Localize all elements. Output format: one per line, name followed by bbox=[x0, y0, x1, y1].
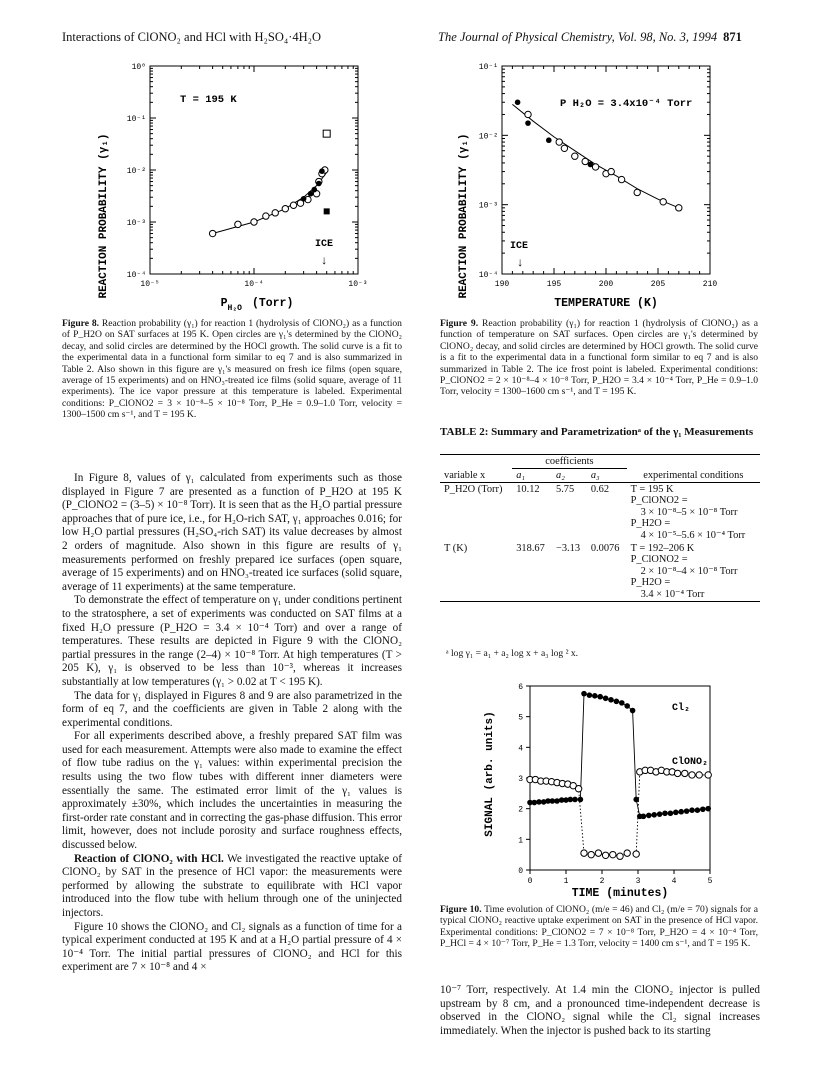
fig9-point bbox=[608, 168, 614, 174]
table-row bbox=[440, 483, 760, 543]
fig9-fit-curve bbox=[512, 104, 678, 208]
fig10-point bbox=[705, 772, 711, 778]
fig8-point bbox=[323, 130, 330, 137]
fig10-xtick-label: 0 bbox=[527, 877, 533, 886]
fig8-ytick-label: 10⁻⁴ bbox=[126, 271, 146, 280]
fig10-xtick-label: 2 bbox=[599, 877, 605, 886]
fig10-point bbox=[696, 772, 702, 778]
table-2-header: variable x bbox=[444, 469, 486, 481]
fig10-point bbox=[608, 697, 614, 703]
fig10-point bbox=[597, 694, 603, 700]
page-number: 871 bbox=[723, 30, 742, 44]
fig8-point bbox=[290, 202, 296, 208]
fig8-ice-arrow: ↓ bbox=[320, 254, 328, 268]
fig8-xtick-label: 10⁻³ bbox=[348, 280, 368, 289]
figure-8-chart bbox=[62, 56, 382, 316]
fig8-point bbox=[324, 208, 330, 214]
fig10-ytick-label: 1 bbox=[518, 836, 523, 846]
fig10-caption-label: Figure 10. bbox=[440, 904, 482, 915]
fig10-point bbox=[575, 786, 581, 792]
fig10-xtick-label: 3 bbox=[635, 877, 641, 886]
fig10-point bbox=[554, 798, 560, 804]
paragraph: To demonstrate the effect of temperature on γ₁ under conditions pertinent to the stratosphere, a set of experiments was conducted on SAT films at a fixed H₂O pressure (P_H2O = 3.4 × 10⁻⁴ Torr) and over a range of temperatures. These results are depicted in Figure 9 with the ClONO₂ partial pressures in the range (2–4) × 10⁻⁸ Torr. At high temperatures (T > 205 K), γ₁ is observed to be less than 10⁻³, whereas it increases substantially at low temperatures (γ₁ > 0.02 at T < 195 K). bbox=[62, 594, 402, 688]
fig9-point bbox=[525, 120, 531, 126]
fig9-point bbox=[582, 158, 588, 164]
fig10-point bbox=[592, 693, 598, 699]
table-cell: 0.0076 bbox=[590, 543, 620, 554]
fig10-ytick-label: 6 bbox=[518, 683, 523, 692]
figure-10-caption bbox=[440, 904, 758, 950]
fig8-xtick-label: 10⁻⁴ bbox=[244, 280, 264, 289]
fig10-point bbox=[700, 806, 706, 812]
fig10-point bbox=[603, 695, 609, 701]
table-cell: T (K) bbox=[444, 543, 468, 554]
fig10-clono2-label: ClONO₂ bbox=[672, 757, 709, 768]
fig9-xtick-label: 200 bbox=[598, 280, 614, 289]
fig10-point bbox=[588, 851, 594, 857]
journal-citation: The Journal of Physical Chemistry, Vol. 98, No. 3, 1994 bbox=[438, 30, 718, 44]
paragraph-text: We investigated the reactive uptake of ClONO₂ by SAT in the presence of HCl vapor: the measurements were performed by allowing the substrate to equilibrate with HCl vapor introduced into the flow tube with helium through one of the uninjected injectors. bbox=[62, 852, 402, 919]
fig10-ytick-label: 4 bbox=[518, 744, 523, 754]
fig9-xtick-label: 205 bbox=[650, 280, 666, 289]
table-cell: P_H2O (Torr) bbox=[444, 484, 503, 495]
table-2-spacer bbox=[627, 455, 760, 469]
condition-line: P_ClONO2 = bbox=[630, 495, 688, 506]
fig9-point bbox=[618, 176, 624, 182]
fig8-point bbox=[301, 196, 307, 202]
fig10-point bbox=[674, 770, 680, 776]
fig10-point bbox=[657, 811, 663, 817]
fig8-point bbox=[272, 210, 278, 216]
fig10-caption-text: Time evolution of ClONO₂ (m/e = 46) and Cl₂ (m/e = 70) signals for a typical ClONO₂ reactive uptake experiment on SAT in the presence of HCl vapor. Experimental conditions: P_ClONO2 = 7 × 10⁻⁸ Torr, P_H2O = 4 × 10⁻⁴ Torr, P_HCl = 4 × 10⁻⁷ Torr, P_He = 1.3 Torr, velocity = 1400 cm s⁻¹, and T = 195 K. bbox=[440, 904, 758, 950]
fig10-point bbox=[581, 691, 587, 697]
fig10-point bbox=[651, 812, 657, 818]
fig9-annotation: P H₂O = 3.4x10⁻⁴ Torr bbox=[560, 98, 693, 110]
fig9-xtick-label: 210 bbox=[702, 280, 718, 289]
paragraph bbox=[62, 853, 402, 921]
fig10-point bbox=[705, 806, 711, 812]
fig10-point bbox=[619, 700, 625, 706]
fig10-point bbox=[646, 813, 652, 819]
fig10-point bbox=[617, 853, 623, 859]
fig10-xtick-label: 5 bbox=[707, 877, 713, 886]
fig9-point bbox=[572, 153, 578, 159]
table-2-footnote: ᵃ log γ₁ = a₁ + a₂ log x + a₃ log ² x. bbox=[446, 648, 579, 659]
fig9-point bbox=[592, 164, 598, 170]
fig10-point bbox=[587, 692, 593, 698]
running-header-left: Interactions of ClONO₂ and HCl with H₂SO₄·4H₂O bbox=[62, 30, 322, 44]
left-column bbox=[62, 472, 402, 975]
fig9-point bbox=[525, 111, 531, 117]
fig9-point bbox=[634, 189, 640, 195]
fig10-xtick-label: 1 bbox=[563, 877, 569, 886]
table-cell: 0.62 bbox=[590, 484, 610, 495]
table-2-title: TABLE 2: Summary and Parametrizationᵃ of the γ₁ Measurements bbox=[440, 426, 754, 438]
paragraph: Figure 10 shows the ClONO₂ and Cl₂ signals as a function of time for a typical experiment conducted at 195 K and at a H₂O partial pressure of 4 × 10⁻⁴ Torr. The initial partial pressures of ClONO₂ and HCl for this experiment are 7 × 10⁻⁸ and 4 × bbox=[62, 920, 402, 974]
fig9-point bbox=[676, 205, 682, 211]
figure-9-chart bbox=[440, 56, 760, 316]
fig9-ytick-label: 10⁻¹ bbox=[478, 63, 498, 72]
fig10-point bbox=[614, 699, 620, 705]
fig9-point bbox=[546, 137, 552, 143]
fig10-point bbox=[682, 770, 688, 776]
fig10-point bbox=[602, 852, 608, 858]
figure-10-chart bbox=[440, 664, 760, 900]
fig10-point bbox=[581, 850, 587, 856]
fig9-ytick-label: 10⁻³ bbox=[478, 201, 498, 211]
fig9-xlabel: TEMPERATURE (K) bbox=[554, 297, 658, 310]
fig9-point bbox=[556, 139, 562, 145]
condition-line: P_ClONO2 = bbox=[630, 554, 688, 565]
fig10-ytick-label: 2 bbox=[518, 805, 523, 815]
fig9-point bbox=[515, 99, 521, 105]
section-heading: Reaction of ClONO₂ with HCl. bbox=[74, 852, 224, 865]
paragraph: The data for γ₁ displayed in Figures 8 and 9 are also parametrized in the form of eq 7, and the coefficients are given in Table 2 along with the experimental conditions. bbox=[62, 689, 402, 729]
fig9-ice-label: ICE bbox=[510, 241, 529, 252]
fig10-ytick-label: 0 bbox=[518, 867, 523, 876]
fig8-annotation: T = 195 K bbox=[180, 94, 237, 106]
fig8-xlabel: $P_{H_2O}$ (Torr) bbox=[220, 297, 294, 313]
table-2-header: a₂ bbox=[556, 470, 565, 481]
fig10-ytick-label: 3 bbox=[518, 775, 523, 784]
condition-line: T = 192–206 K bbox=[630, 543, 695, 554]
fig9-xtick-label: 195 bbox=[546, 280, 562, 289]
fig8-caption-text: Reaction probability (γ₁) for reaction 1 (hydrolysis of ClONO₂) as a function of P_H2O on SAT surfaces at 195 K. Open circles are γ₁'s determined by the ClONO₂ decay, and solid circles are determined by the HOCl growth. The solid curve is a fit to the experimental data in a functional form similar to eq 7 and is also summarized in Table 2. Also shown in this figure are γ₁'s measured on fresh ice films (open square, average of 15 experiments) and on HNO₃-treated ice films (solid square, average of 11 experiments). The ice vapor pressure at this temperature is labeled. Experimental conditions: P_ClONO2 = 3 × 10⁻⁸–5 × 10⁻⁸ Torr, P_He = 0.9–1.0 Torr, velocity = 1300–1500 cm s⁻¹, and T = 195 K. bbox=[62, 318, 402, 421]
fig10-xtick-label: 4 bbox=[671, 877, 677, 886]
fig10-point bbox=[578, 797, 584, 803]
fig9-point bbox=[561, 145, 567, 151]
fig8-point bbox=[251, 219, 257, 225]
fig8-ytick-label: 10⁻¹ bbox=[126, 115, 146, 124]
fig10-ylabel: SIGNAL (arb. units) bbox=[484, 711, 496, 837]
condition-line: P_H2O = bbox=[630, 518, 671, 529]
right-column-text bbox=[440, 984, 760, 1038]
fig9-caption-text: Reaction probability (γ₁) for reaction 1 (hydrolysis of ClONO₂) as a function of temperature on SAT surfaces. Open circles are γ₁'s determined by ClONO₂ decay, and solid circles are determined by HOCl growth. The solid curve is a fit to the experimental data in a functional form similar to eq 7 and is also summarized in Table 2. The ice frost point is labeled. Experimental conditions: P_ClONO2 = 2 × 10⁻⁸–4 × 10⁻⁸ Torr, P_H2O = 3.4 × 10⁻⁴ Torr, P_He = 0.9–1.0 Torr, velocity = 1300–1600 cm s⁻¹, and T = 195 K. bbox=[440, 318, 758, 398]
table-2-header: a₁ bbox=[516, 470, 526, 481]
condition-line: 2 × 10⁻⁸–4 × 10⁻⁸ Torr bbox=[640, 566, 738, 577]
fig9-ytick-label: 10⁻² bbox=[478, 132, 498, 142]
condition-line: 3 × 10⁻⁸–5 × 10⁻⁸ Torr bbox=[640, 507, 738, 518]
fig9-point bbox=[660, 199, 666, 205]
paragraph: For all experiments described above, a freshly prepared SAT film was used for each measurement. Attempts were also made to examine the effect of flow tube radius on the γ₁ values: within experimental precision the results using the two flow tubes with different inner diameters were essentially the same. The estimated error limit of the γ₁ values is approximately ±30%, which includes the uncertainties in measuring the first-order rate constant and in correcting the gas-phase diffusion. This error limit, however, does not include porosity and surface roughness effects, discussed below. bbox=[62, 730, 402, 852]
condition-line: P_H2O = bbox=[630, 577, 671, 588]
fig8-ytick-label: 10⁰ bbox=[131, 63, 146, 72]
fig8-point bbox=[263, 213, 269, 219]
fig9-caption-label: Figure 9. bbox=[440, 318, 479, 329]
fig10-point bbox=[624, 703, 630, 709]
fig8-point bbox=[316, 181, 322, 187]
fig8-point bbox=[319, 168, 325, 174]
table-2-spacer bbox=[440, 455, 512, 469]
fig10-point bbox=[689, 772, 695, 778]
fig10-point bbox=[678, 809, 684, 815]
fig8-ytick-label: 10⁻² bbox=[126, 167, 146, 176]
table-row bbox=[440, 542, 760, 602]
fig9-xtick-label: 190 bbox=[494, 280, 510, 289]
fig10-point bbox=[624, 850, 630, 856]
fig8-point bbox=[235, 221, 241, 227]
fig9-ice-arrow: ↓ bbox=[516, 256, 524, 270]
table-2-header: experimental conditions bbox=[643, 469, 744, 481]
fig10-point bbox=[684, 808, 690, 814]
fig10-point bbox=[630, 708, 636, 714]
fig8-fit-curve bbox=[213, 172, 327, 233]
fig8-caption-label: Figure 8. bbox=[62, 318, 100, 329]
fig10-point bbox=[572, 797, 578, 803]
fig10-point bbox=[641, 814, 647, 820]
table-cell: 318.67 bbox=[516, 543, 545, 554]
fig9-ytick-label: 10⁻⁴ bbox=[478, 271, 498, 280]
fig10-cl2-label: Cl₂ bbox=[672, 703, 691, 714]
fig10-point bbox=[633, 851, 639, 857]
condition-line: 4 × 10⁻⁵–5.6 × 10⁻⁴ Torr bbox=[640, 530, 746, 541]
fig8-point bbox=[282, 206, 288, 212]
fig8-point bbox=[209, 230, 215, 236]
fig10-point bbox=[668, 810, 674, 816]
fig10-point bbox=[673, 810, 679, 816]
table-cell bbox=[627, 542, 760, 602]
running-header-right bbox=[438, 30, 742, 45]
fig10-point bbox=[595, 850, 601, 856]
condition-line: 3.4 × 10⁻⁴ Torr bbox=[640, 589, 705, 600]
condition-line: T = 195 K bbox=[630, 484, 674, 495]
paragraph: 10⁻⁷ Torr, respectively. At 1.4 min the ClONO₂ injector is pulled upstream by 8 cm, and a pronounced time-independent decrease is observed in the ClONO₂ signal while the Cl₂ signal increases immediately. When the injector is pushed back to its starting bbox=[440, 984, 760, 1037]
table-cell bbox=[627, 483, 760, 543]
fig8-ytick-label: 10⁻³ bbox=[126, 219, 146, 228]
fig10-point bbox=[662, 810, 668, 816]
figure-9-caption bbox=[440, 318, 758, 398]
fig8-point bbox=[311, 187, 317, 193]
fig10-point bbox=[695, 807, 701, 813]
fig8-ylabel: REACTION PROBABILITY (γ₁) bbox=[98, 133, 110, 299]
fig8-ice-label: ICE bbox=[314, 239, 334, 250]
fig10-ytick-label: 5 bbox=[518, 713, 523, 723]
paragraph: In Figure 8, values of γ₁ calculated from experiments such as those displayed in Figure 7 are presented as a function of P_H2O at 195 K (P_ClONO2 = (3–5) × 10⁻⁸ Torr). It is seen that as the H₂O partial pressure approaches that of pure ice, i.e., for H₂O-rich SAT, γ₁ approaches 0.016; for low H₂O partial pressures (H₂SO₄-rich SAT) its value decreases by almost 2 orders of magnitude. Also shown in this figure are results of γ₁ measurements performed on freshly prepared ice surfaces (open square, average of 15 experiments) and on HNO₃-treated ice surfaces (solid square, average of 11 experiments) at the same temperature. bbox=[62, 472, 402, 593]
fig10-point bbox=[610, 851, 616, 857]
table-2-header: a₃ bbox=[590, 470, 600, 481]
fig10-xlabel: TIME (minutes) bbox=[571, 887, 669, 900]
figure-8-caption bbox=[62, 318, 402, 421]
table-cell: 5.75 bbox=[556, 484, 575, 495]
table-2 bbox=[440, 454, 760, 602]
table-2-group-header: coefficients bbox=[512, 455, 626, 469]
fig8-xtick-label: 10⁻⁵ bbox=[140, 280, 160, 289]
table-cell: −3.13 bbox=[556, 543, 581, 554]
fig10-point bbox=[689, 807, 695, 813]
fig9-ylabel: REACTION PROBABILITY (γ₁) bbox=[458, 133, 470, 299]
table-cell: 10.12 bbox=[516, 484, 540, 495]
